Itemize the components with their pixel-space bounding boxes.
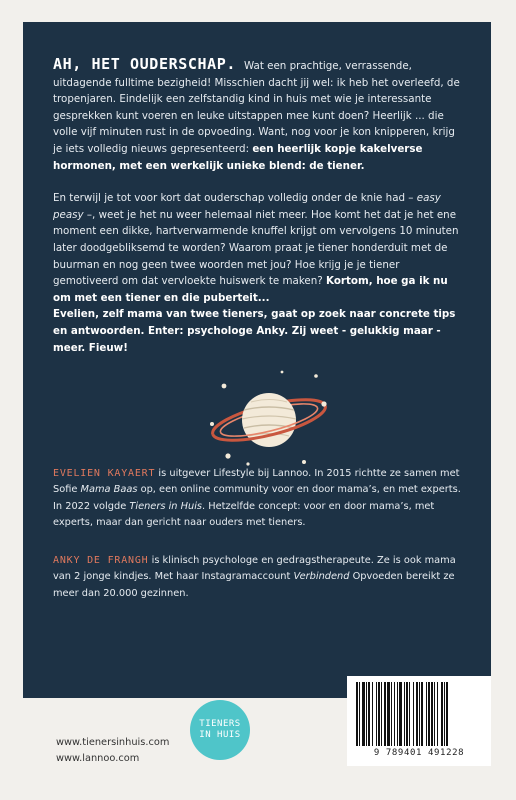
- author-name-anky: ANKY DE FRANGH: [53, 555, 149, 566]
- author-name-evelien: EVELIEN KAYAERT: [53, 468, 156, 479]
- author-bio-anky: ANKY DE FRANGH is klinisch psychologe en gedragstherapeute. Ze is ook mama van 2 jonge kindjes. Met haar Instagramaccount Verbindend Opvoeden bereikt ze meer dan 20.000 gezinnen.: [53, 555, 456, 599]
- isbn-digits: 9 789401 491228: [373, 748, 465, 758]
- author-bio-evelien: EVELIEN KAYAERT is uitgever Lifestyle bij Lannoo. In 2015 richtte ze samen met Sofie Mama Baas op, een online community voor en door mama’s, en met experts. In 2022 volgde Tieners in Huis. Hetzelfde concept: voor en door mama’s, met experts, maar dan gericht naar ouders met tieners.: [53, 468, 461, 529]
- barcode-panel: [347, 676, 491, 766]
- barcode-icon: [355, 682, 481, 746]
- intro-bold-3: Evelien, zelf mama van twee tieners, gaat op zoek naar concrete tips en antwoorden. Enter: psychologe Anky. Zij weet - gelukkig maar - meer. Fieuw!: [53, 308, 456, 354]
- intro-bold-2: Kortom, hoe ga ik nu om met een tiener en die puberteit...: [53, 275, 448, 304]
- planet-illustration: [204, 364, 334, 476]
- link-tienersinhuis[interactable]: www.tienersinhuis.com: [56, 737, 170, 748]
- back-cover-panel: [23, 22, 491, 698]
- tieners-in-huis-logo: TIENERS IN HUIS: [190, 700, 250, 760]
- intro-text: [53, 56, 465, 356]
- intro-bold-1: een heerlijk kopje kakelverse hormonen, met een werkelijk unieke blend: de tiener.: [53, 142, 423, 172]
- intro-paragraph-2: En terwijl je tot voor kort dat ouderschap volledig onder de knie had – easy peasy –, weet je het nu weer helemaal niet meer. Hoe komt het dat je het ene moment een dikke, hartverwarmende knuffel krijgt om vervolgens 10 minuten later doodgebliksemd te worden? Waarom praat je tiener honderduit met de buurman en nog geen twee woorden met jou? Hoe krijg je je tiener gemotiveerd om dat vervloekte huiswerk te maken? Kortom, hoe ga ik nu om met een tiener en die puberteit... Evelien, zelf mama van twee tieners, gaat op zoek naar concrete tips en antwoorden. Enter: psychologe Anky. Zij weet - gelukkig maar - meer. Fieuw!: [53, 192, 459, 354]
- website-links: [56, 735, 169, 767]
- link-lannoo[interactable]: www.lannoo.com: [56, 753, 140, 764]
- intro-paragraph-1: AH, HET OUDERSCHAP. Wat een prachtige, verrassende, uitdagende fulltime bezigheid! Misschien dacht jij wel: ik heb het overleefd, de tropenjaren. Eindelijk een zelfstandig kind in huis met wie je interessante gesprekken kunt voeren en leuke uitstappen mee kunt doen? Heerlijk ... die volle vijf minuten rust in de opvoeding. Want, nog voor je kon knipperen, krijg je iets volledig nieuws gepresenteerd: een heerlijk kopje kakelverse hormonen, met een werkelijk unieke blend: de tiener.: [53, 55, 460, 172]
- headline: AH, HET OUDERSCHAP.: [53, 55, 236, 73]
